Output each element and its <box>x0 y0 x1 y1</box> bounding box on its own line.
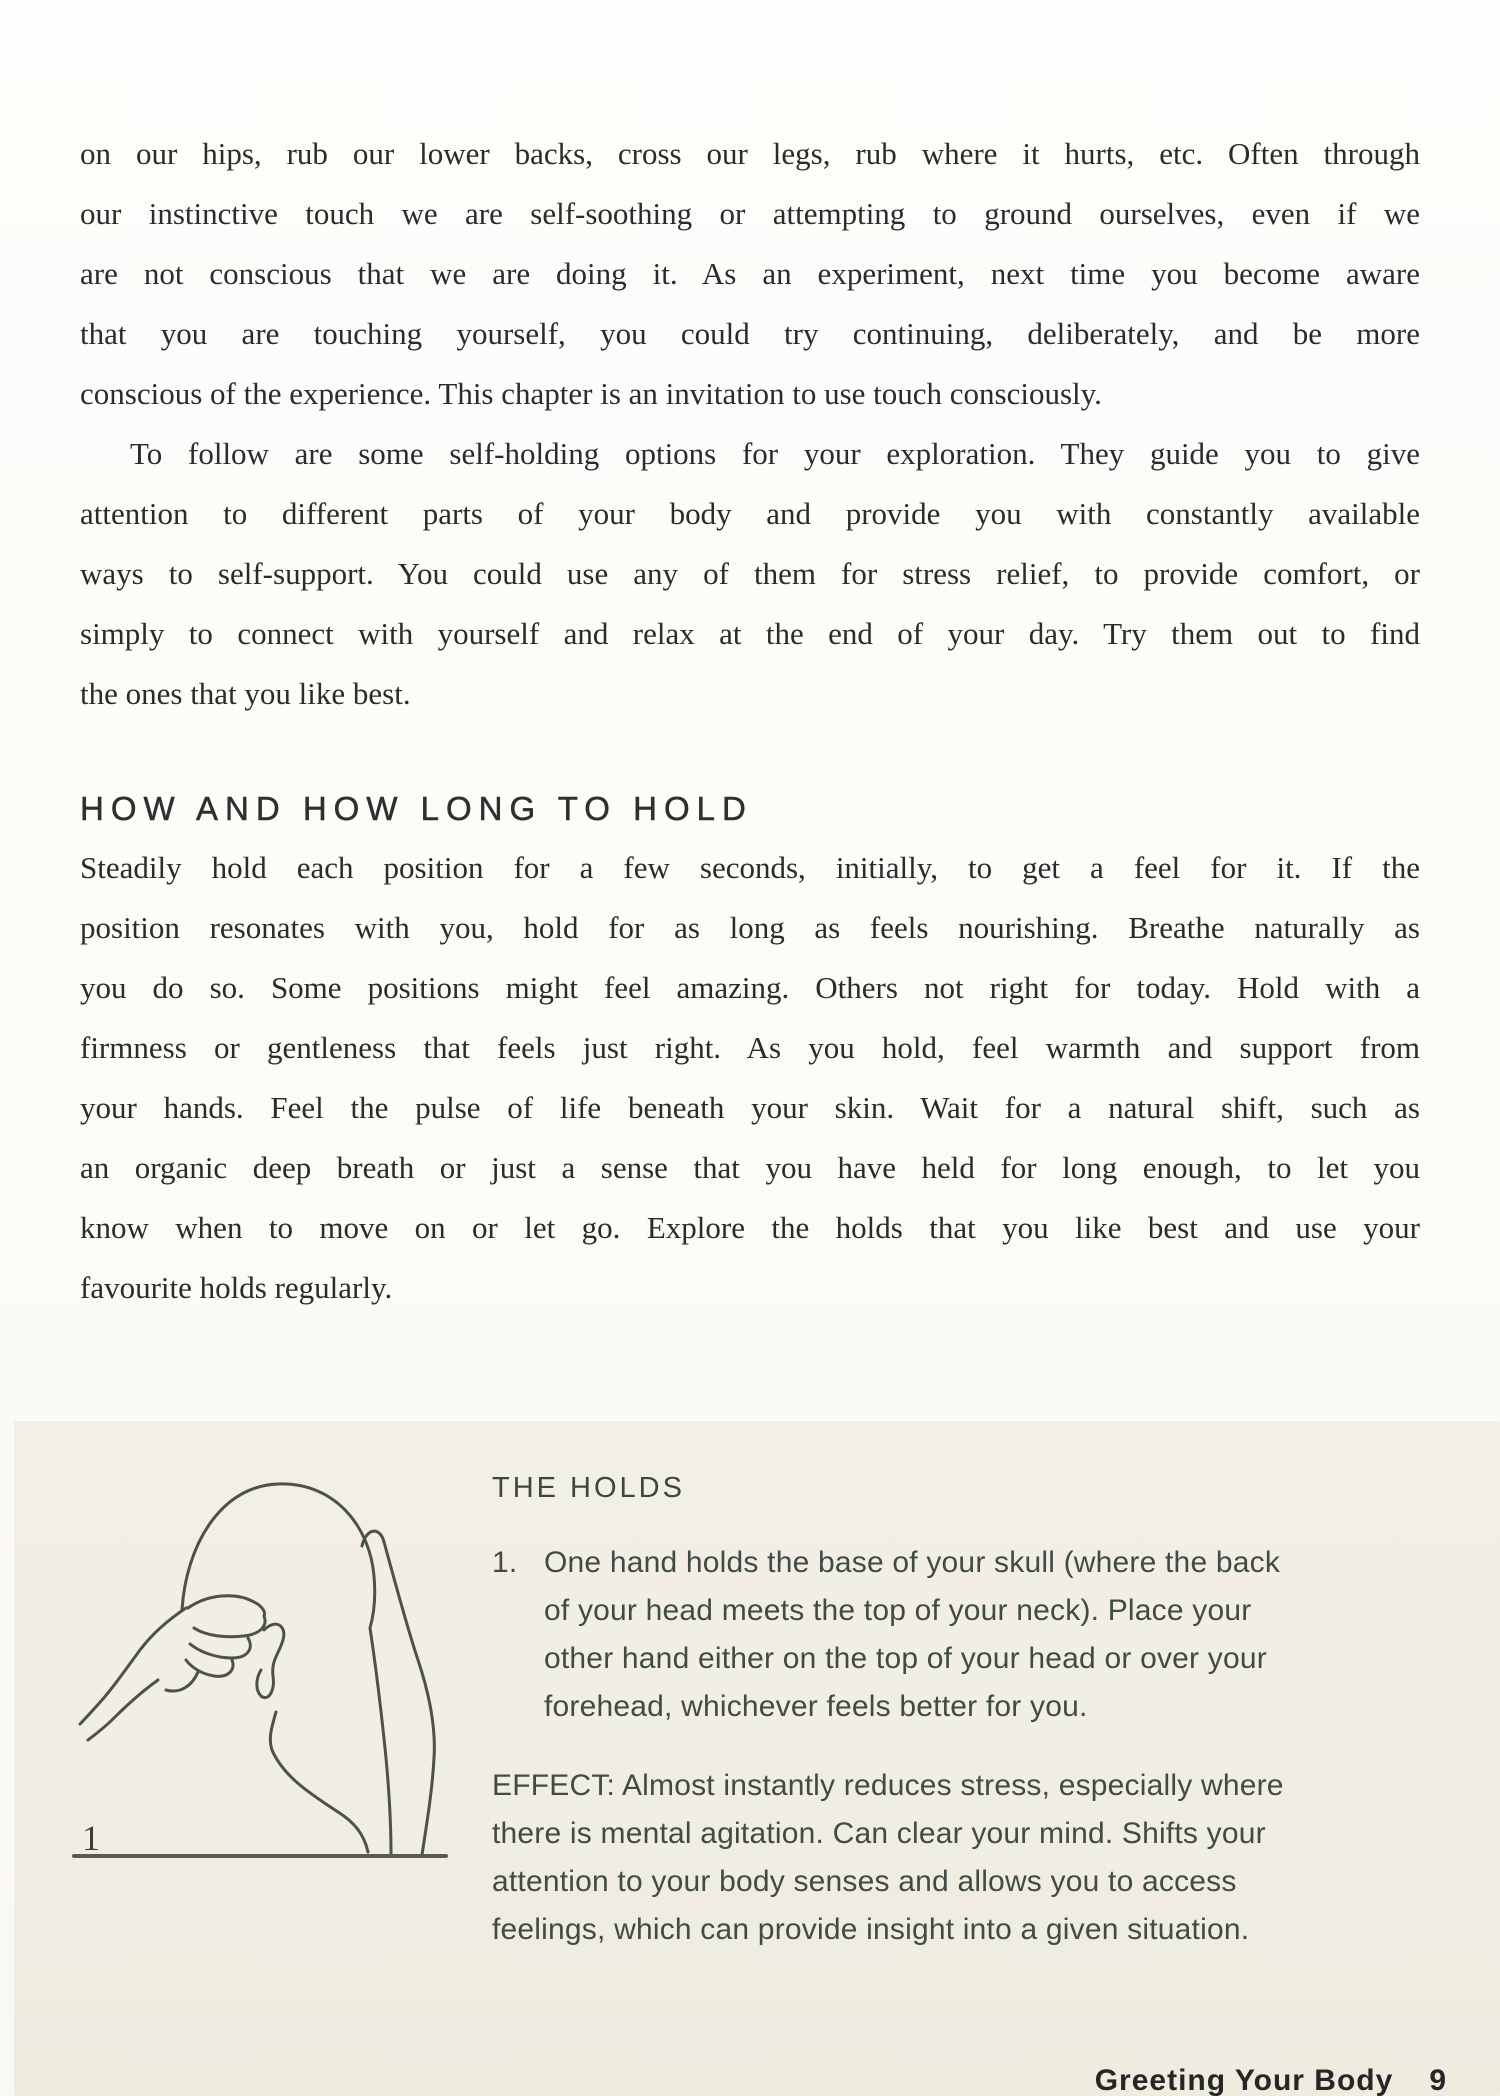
hold-item-line: One hand holds the base of your skull (where the back <box>544 1546 1281 1579</box>
paragraph2-line: ways to self-support. You could use any of them for stress relief, to provide comfort, or <box>80 556 1420 591</box>
ear <box>257 1624 284 1697</box>
rear-arm-inner-edge <box>370 1628 391 1854</box>
head-hold-illustration <box>40 1428 460 1868</box>
paragraph3-line: you do so. Some positions might feel amazing. Others not right for today. Hold with a <box>80 970 1420 1005</box>
paragraph1-line: that you are touching yourself, you could try continuing, deliberately, and be more <box>80 316 1420 351</box>
front-hand-thumb <box>166 1672 198 1691</box>
paragraph1-line: conscious of the experience. This chapter is an invitation to use touch consciously. <box>80 376 1102 411</box>
paragraph3-line: favourite holds regularly. <box>80 1270 393 1305</box>
front-hand-ring-finger <box>186 1660 233 1676</box>
paragraph3-line: know when to move on or let go. Explore the holds that you like best and use your <box>80 1210 1420 1245</box>
front-hand-middle-finger <box>190 1638 250 1658</box>
paragraph3-line: position resonates with you, hold for as long as feels nourishing. Breathe naturally as <box>80 910 1420 945</box>
figure-number-label: 1 <box>82 1818 100 1858</box>
paragraph2-line: attention to different parts of your body and provide you with constantly available <box>80 496 1420 531</box>
effect-line: EFFECT: Almost instantly reduces stress, especially where <box>492 1769 1284 1802</box>
paragraph2-line: simply to connect with yourself and relax at the end of your day. Try them out to find <box>80 616 1420 651</box>
hold-item-number: 1. <box>492 1546 518 1579</box>
body-text-column <box>80 124 1420 1318</box>
section-heading: HOW AND HOW LONG TO HOLD <box>80 790 753 827</box>
paragraph3-line: an organic deep breath or just a sense that you have held for long enough, to let you <box>80 1150 1420 1185</box>
front-hand-index-finger <box>194 1616 265 1637</box>
effect-line: feelings, which can provide insight into a given situation. <box>492 1913 1250 1946</box>
rear-arm-outer-edge <box>384 1542 434 1855</box>
page-number: 9 <box>1429 2064 1447 2096</box>
paragraph2-line: To follow are some self-holding options for your exploration. They guide you to give <box>130 436 1420 471</box>
paragraph2-line: the ones that you like best. <box>80 676 411 711</box>
front-arm-lower-edge <box>88 1680 158 1740</box>
paragraph1-line: our instinctive touch we are self-soothing or attempting to ground ourselves, even if we <box>80 196 1420 231</box>
front-hand-knuckles <box>188 1596 265 1616</box>
front-arm-upper-edge <box>80 1608 186 1724</box>
hold-item-line: of your head meets the top of your neck). Place your <box>544 1594 1252 1627</box>
paragraph1-line: are not conscious that we are doing it. As an experiment, next time you become aware <box>80 256 1420 291</box>
effect-text <box>492 1762 1432 1954</box>
running-title: Greeting Your Body <box>1094 2064 1394 2096</box>
hold-item-line: forehead, whichever feels better for you. <box>544 1690 1088 1723</box>
skull-outline <box>182 1484 375 1628</box>
paragraph1-line: on our hips, rub our lower backs, cross our legs, rub where it hurts, etc. Often through <box>80 136 1420 171</box>
effect-line: there is mental agitation. Can clear your mind. Shifts your <box>492 1817 1266 1850</box>
footer <box>1095 2064 1447 2096</box>
hold-item-text <box>544 1539 1464 1731</box>
paragraph3-line: Steadily hold each position for a few seconds, initially, to get a feel for it. If the <box>80 850 1420 885</box>
holds-title: THE HOLDS <box>492 1472 685 1504</box>
paragraph3-line: firmness or gentleness that feels just right. As you hold, feel warmth and support from <box>80 1030 1420 1065</box>
paragraph3-line: your hands. Feel the pulse of life beneath your skin. Wait for a natural shift, such as <box>80 1090 1420 1125</box>
neck-shoulder-line <box>270 1712 368 1852</box>
hold-item-line: other hand either on the top of your head or over your <box>544 1642 1267 1675</box>
effect-line: attention to your body senses and allows you to access <box>492 1865 1237 1898</box>
